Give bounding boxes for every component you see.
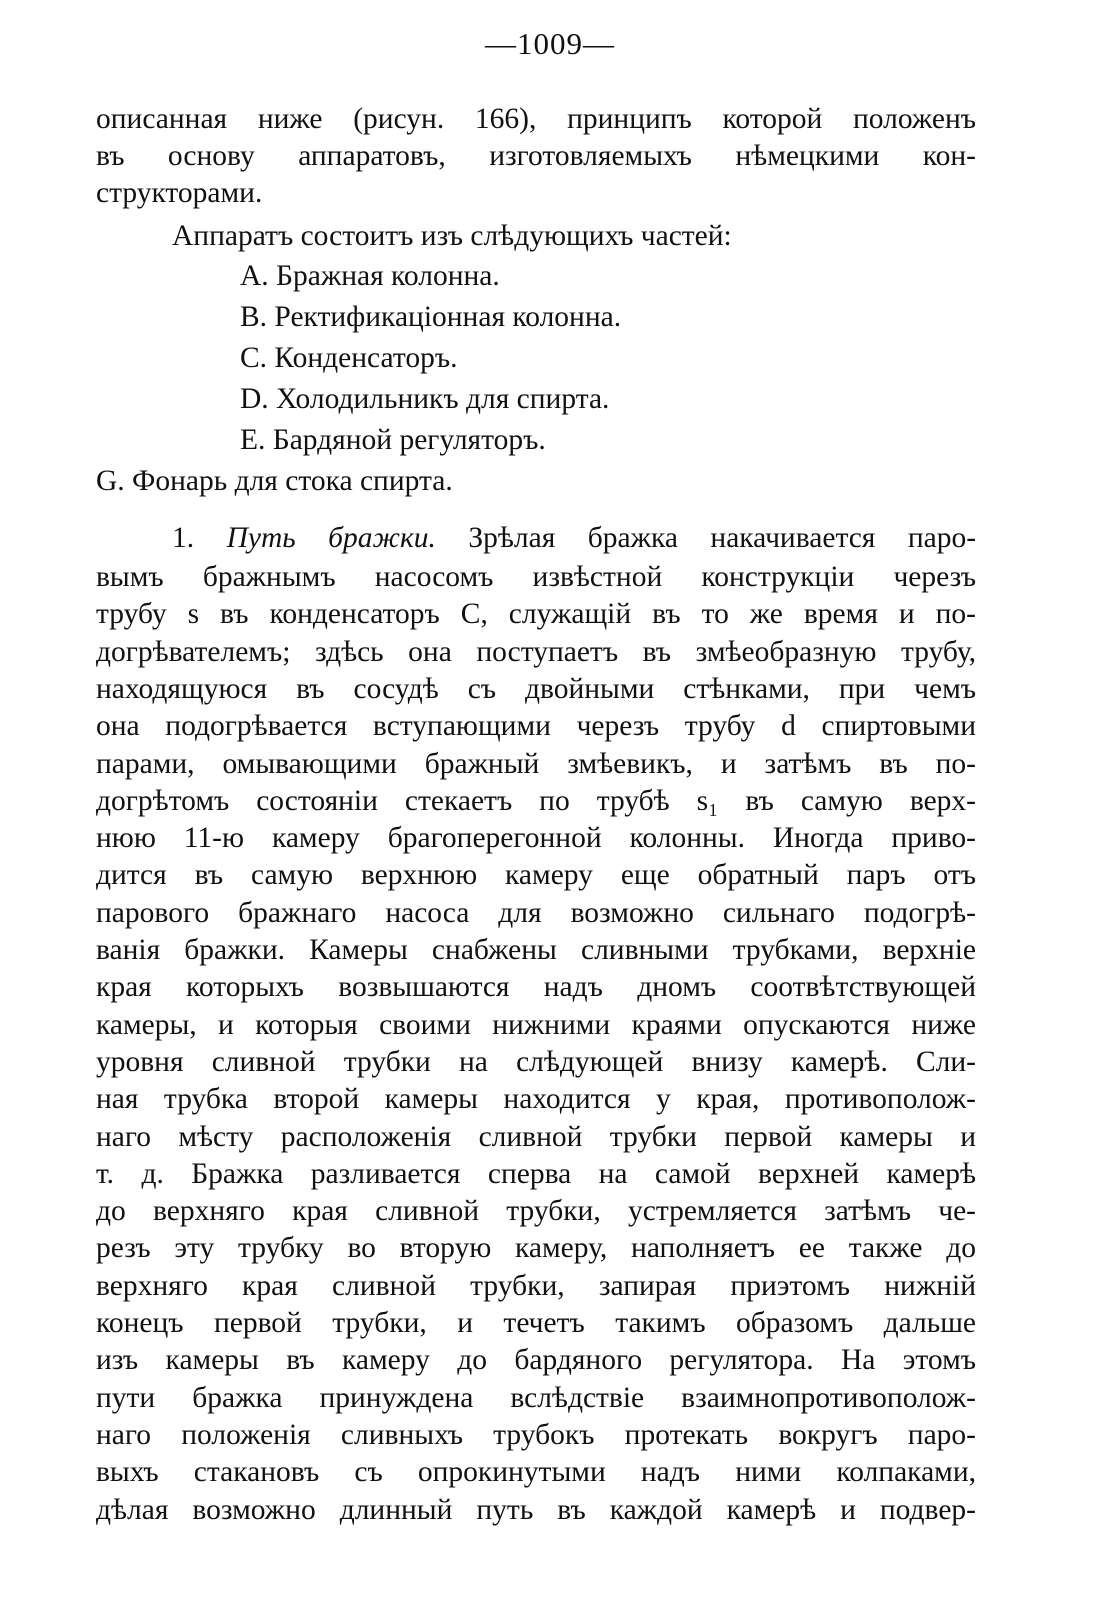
- section-line: парами, омывающими бражный змѣевикъ, и затѣмъ въ по-: [96, 747, 976, 780]
- section-line: догрѣтомъ состояніи стекаетъ по трубѣ s₁ въ самую верх-: [96, 784, 976, 817]
- section-line: дится въ самую верхнюю камеру еще обратный паръ отъ: [96, 859, 976, 892]
- parts-heading: Аппаратъ состоитъ изъ слѣдующихъ частей:: [172, 220, 732, 252]
- section-line: уровня сливной трубки на слѣдующей внизу камерѣ. Сли-: [96, 1045, 976, 1078]
- intro-line: въ основу аппаратовъ, изготовляемыхъ нѣмецкими кон-: [96, 140, 976, 172]
- parts-list-item: А. Бражная колонна.: [240, 260, 500, 292]
- section-line: т. д. Бражка разливается сперва на самой верхней камерѣ: [96, 1157, 976, 1190]
- section-line: пути бражка принуждена вслѣдствіе взаимнопротивополож-: [96, 1381, 976, 1414]
- intro-line: описанная ниже (рисун. 166), принципъ которой положенъ: [96, 103, 976, 135]
- section-number: 1.: [172, 522, 195, 554]
- section-line: резъ эту трубку во вторую камеру, наполняетъ ее также до: [96, 1232, 976, 1265]
- parts-list-item: B. Ректификаціонная колонна.: [240, 301, 622, 333]
- section-line: дѣлая возможно длинный путь въ каждой камерѣ и подвер-: [96, 1493, 976, 1526]
- section-line: находящуюся въ сосудѣ съ двойными стѣнками, при чемъ: [96, 672, 976, 705]
- section-line: трубу s въ конденсаторъ C, служащій въ то же время и по-: [96, 598, 976, 631]
- section-line: ная трубка второй камеры находится у края, противополож-: [96, 1083, 976, 1116]
- section-line: нюю 11-ю камеру брагоперегонной колонны. Иногда приво-: [96, 822, 976, 855]
- section-first-line-text: Зрѣлая бражка накачивается паро-: [468, 522, 977, 554]
- section-line: догрѣвателемъ; здѣсь она поступаетъ въ змѣеобразную трубу,: [96, 635, 976, 668]
- section-line: до верхняго края сливной трубки, устремляется затѣмъ че-: [96, 1195, 976, 1228]
- section-line: края которыхъ возвышаются надъ дномъ соотвѣтствующей: [96, 971, 976, 1004]
- page-number: —1009—: [485, 26, 615, 61]
- section-title: Путь бражки.: [226, 522, 436, 554]
- section-line: камеры, и которыя своими нижними краями опускаются ниже: [96, 1008, 976, 1041]
- intro-line: структорами.: [96, 177, 263, 209]
- section-line: верхняго края сливной трубки, запирая приэтомъ нижній: [96, 1269, 976, 1302]
- section-line: она подогрѣвается вступающими черезъ трубу d спиртовыми: [96, 710, 976, 743]
- section-line: изъ камеры въ камеру до бардяного регулятора. На этомъ: [96, 1344, 976, 1377]
- section-line: конецъ первой трубки, и течетъ такимъ образомъ дальше: [96, 1307, 976, 1339]
- parts-list-item: G. Фонарь для стока спирта.: [96, 465, 453, 497]
- section-line: наго мѣсту расположенія сливной трубки первой камеры и: [96, 1120, 976, 1153]
- parts-list-item: D. Холодильникъ для спирта.: [240, 383, 610, 415]
- section-line: вымъ бражнымъ насосомъ извѣстной конструкціи черезъ: [96, 561, 976, 593]
- section-first-line: [172, 521, 976, 555]
- section-line: паровoго бражнаго насоса для возможно сильнаго подогрѣ-: [96, 896, 976, 929]
- section-line: выхъ стакановъ съ опрокинутыми надъ ними колпаками,: [96, 1456, 976, 1489]
- parts-list-item: C. Конденсаторъ.: [240, 342, 458, 374]
- section-line: наго положенія сливныхъ трубокъ протекать вокругъ паро-: [96, 1418, 976, 1451]
- section-line: ванія бражки. Камеры снабжены сливными трубками, верхніе: [96, 934, 976, 966]
- parts-list-item: E. Бардяной регуляторъ.: [240, 424, 546, 456]
